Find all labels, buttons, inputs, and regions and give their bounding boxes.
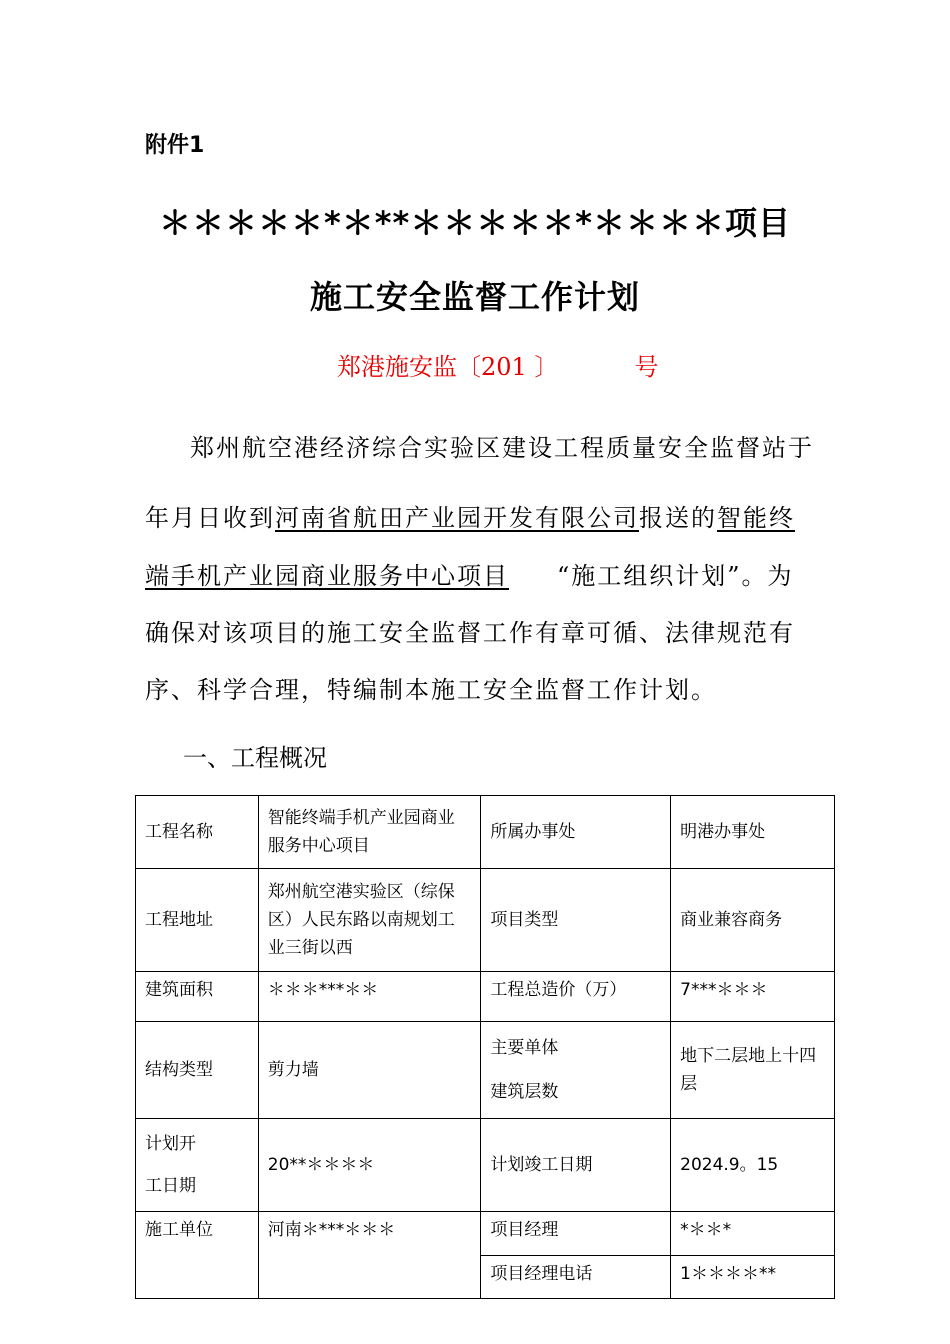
table-cell-label: 所属办事处 [481, 796, 671, 869]
table-cell-value: 智能终端手机产业园商业服务中心项目 [258, 796, 481, 869]
table-cell-value: 7***＊＊＊ [671, 972, 835, 1022]
table-cell-value: 1＊＊＊＊** [671, 1256, 835, 1299]
table-cell-label: 项目经理电话 [481, 1256, 671, 1299]
intro-line-5: 序、科学合理，特编制本施工安全监督工作计划。 [145, 676, 717, 704]
intro-line-1: 郑州航空港经济综合实验区建设工程质量安全监督站于 [190, 434, 814, 462]
start-date-label-line-2: 工日期 [145, 1176, 196, 1196]
intro-text: 报送的 [639, 504, 717, 532]
developer-company: 河南省航田产业园开发有限公司 [275, 504, 639, 532]
table-cell-label: 项目类型 [481, 869, 671, 972]
intro-line-4: 确保对该项目的施工安全监督工作有章可循、法律规范有 [145, 619, 795, 647]
project-name-part-1: 智能终 [717, 504, 795, 532]
table-row [136, 869, 835, 972]
table-cell-label: 项目经理 [481, 1212, 671, 1256]
document-number-prefix: 郑港施安监〔201 〕 [337, 353, 559, 381]
document-number [337, 347, 658, 382]
table-cell-label [481, 1022, 671, 1119]
attachment-label: 附件1 [145, 133, 205, 158]
plan-title: 施工安全监督工作计划 [309, 278, 640, 316]
intro-line-3 [145, 556, 794, 591]
table-cell-value: 地下二层地上十四层 [671, 1022, 835, 1119]
table-cell-label: 结构类型 [136, 1022, 259, 1119]
document-number-suffix: 号 [634, 353, 659, 381]
start-date-label-line-1: 计划开 [145, 1134, 196, 1154]
table-cell-label: 建筑面积 [136, 972, 259, 1022]
intro-text: 年月日收到 [145, 504, 275, 532]
table-row [136, 972, 835, 1022]
floors-label-line-1: 主要单体 [490, 1038, 559, 1058]
table-row [136, 1022, 835, 1119]
project-overview-table [135, 795, 835, 1299]
table-cell-label: 施工单位 [136, 1212, 259, 1299]
table-cell-label: 工程总造价（万） [481, 972, 671, 1022]
table-cell-label [136, 1119, 259, 1212]
intro-text: “施工组织计划”。为 [557, 562, 794, 590]
table-row [136, 1212, 835, 1256]
table-cell-value: ＊＊＊***＊＊ [258, 972, 481, 1022]
section-heading-overview: 一、工程概况 [183, 744, 327, 772]
table-cell-value: 20**＊＊＊＊ [258, 1119, 481, 1212]
table-cell-label: 工程地址 [136, 869, 259, 972]
project-title: ＊＊＊＊＊*＊**＊＊＊＊＊*＊＊＊＊项目 [159, 204, 791, 242]
table-cell-value: *＊＊* [671, 1212, 835, 1256]
table-cell-value: 郑州航空港实验区（综保区）人民东路以南规划工业三街以西 [258, 869, 481, 972]
table-cell-label: 工程名称 [136, 796, 259, 869]
table-row [136, 1119, 835, 1212]
table-cell-value: 明港办事处 [671, 796, 835, 869]
table-cell-value: 剪力墙 [258, 1022, 481, 1119]
floors-label-line-2: 建筑层数 [490, 1082, 559, 1102]
table-cell-value: 2024.9。15 [671, 1119, 835, 1212]
project-name-part-2: 端手机产业园商业服务中心项目 [145, 562, 509, 590]
table-cell-value: 商业兼容商务 [671, 869, 835, 972]
table-cell-value: 河南＊***＊＊＊ [258, 1212, 481, 1299]
table-row [136, 796, 835, 869]
table-cell-label: 计划竣工日期 [481, 1119, 671, 1212]
intro-line-2 [145, 498, 795, 533]
